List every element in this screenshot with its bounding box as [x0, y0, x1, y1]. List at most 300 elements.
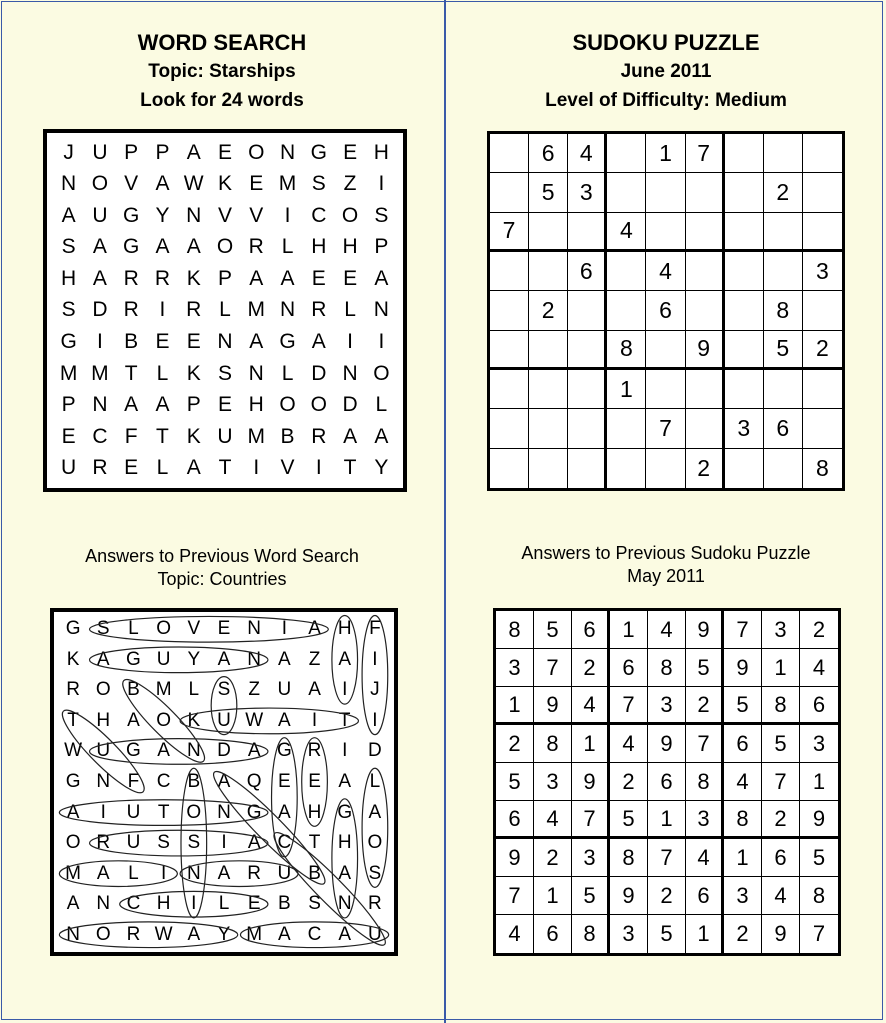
sudoku-answer-cell: 3: [496, 649, 534, 687]
word-search-answer-letter: U: [277, 862, 292, 884]
word-search-letter: R: [92, 456, 108, 480]
word-search-letter: M: [247, 298, 266, 322]
word-search-letter: S: [61, 298, 76, 322]
sudoku-answer-cell: 6: [610, 649, 648, 687]
word-search-answer-letter: A: [96, 648, 110, 670]
word-search-answer-letter: A: [217, 648, 231, 670]
sudoku-cell: [607, 291, 646, 330]
word-search-answer-letter: O: [367, 832, 383, 854]
sudoku-answer-cell: 6: [572, 611, 610, 649]
word-search-answer-letter: T: [157, 801, 170, 823]
word-search-answer-letter: A: [368, 801, 382, 823]
sudoku-answer-cell: 9: [648, 725, 686, 763]
sudoku-answer-cell: 3: [762, 611, 800, 649]
word-search-letter: U: [217, 424, 233, 448]
word-search-answer-letter: U: [126, 832, 141, 854]
sudoku-cell: [490, 370, 529, 409]
sudoku-answer-cell: 9: [762, 915, 800, 953]
word-search-letter: N: [186, 203, 202, 227]
word-search-letter: A: [92, 235, 107, 259]
word-search-answers-title: Answers to Previous Word Search: [85, 546, 359, 566]
word-search-letter: P: [217, 266, 232, 290]
sudoku-cell: 3: [803, 252, 842, 291]
sudoku-answer-cell: 1: [762, 649, 800, 687]
word-search-letter: A: [311, 330, 326, 354]
sudoku-cell: [803, 291, 842, 330]
word-search-answers-header: [0, 545, 444, 591]
sudoku-cell: [725, 449, 764, 488]
word-search-letter: B: [280, 424, 295, 448]
word-search-letter: H: [61, 266, 77, 290]
word-search-answer-letter: H: [337, 832, 352, 854]
sudoku-cell: [686, 291, 725, 330]
sudoku-cell: 7: [686, 134, 725, 173]
sudoku-cell: [529, 409, 568, 448]
word-search-answer-letter: R: [126, 923, 141, 945]
sudoku-cell: 4: [568, 134, 607, 173]
word-search-letter: O: [341, 203, 359, 227]
sudoku-answer-cell: 4: [800, 649, 838, 687]
sudoku-cell: [764, 449, 803, 488]
word-search-letter: G: [123, 235, 140, 259]
sudoku-answer-cell: 9: [496, 839, 534, 877]
word-search-letter: D: [92, 298, 108, 322]
word-search-answer-letter: Z: [248, 679, 260, 701]
word-search-letter: I: [159, 298, 166, 322]
word-search-answer-letter: I: [191, 893, 197, 915]
word-search-letter: O: [248, 140, 265, 164]
word-search-answer-letter: O: [186, 801, 202, 823]
sudoku-answer-cell: 3: [572, 839, 610, 877]
word-search-answer-letter: Y: [187, 648, 201, 670]
word-search-letter: O: [373, 361, 390, 385]
word-search-answer-letter: T: [67, 709, 79, 731]
word-search-answer-letter: R: [307, 740, 322, 762]
word-search-letter: L: [344, 298, 356, 322]
word-search-letter: N: [217, 330, 233, 354]
sudoku-answer-cell: 7: [496, 877, 534, 915]
word-search-letter: A: [92, 266, 107, 290]
sudoku-cell: [529, 370, 568, 409]
sudoku-answer-cell: 7: [724, 611, 762, 649]
word-search-answer-letter: O: [156, 709, 172, 731]
word-search-answer-letter: A: [66, 893, 80, 915]
sudoku-answer-cell: 7: [534, 649, 572, 687]
word-search-answer-letter: I: [372, 648, 378, 670]
sudoku-answer-cell: 5: [496, 763, 534, 801]
word-search-answer-letter: N: [66, 923, 80, 945]
sudoku-grid: [487, 131, 845, 491]
sudoku-answer-cell: 7: [812, 921, 826, 946]
word-search-letter: R: [123, 266, 139, 290]
sudoku-answer-cell: 1: [724, 839, 762, 877]
sudoku-cell: 8: [764, 291, 803, 330]
word-search-answer-letter: N: [247, 618, 262, 640]
word-search-answer-letter: R: [368, 893, 382, 915]
word-search-letter: S: [311, 172, 326, 196]
word-search-title: WORD SEARCH: [137, 30, 307, 55]
sudoku-answer-cell: 2: [686, 687, 724, 725]
word-search-answer-letter: B: [187, 770, 201, 792]
word-search-answer-letter: N: [96, 770, 111, 792]
word-search-letter: G: [310, 140, 327, 164]
sudoku-answer-cell: 5: [534, 611, 572, 649]
word-search-answer-letter: U: [368, 923, 382, 945]
sudoku-answer-cell: 4: [762, 877, 800, 915]
word-search-letter: O: [279, 393, 296, 417]
sudoku-answer-cell: 3: [724, 877, 762, 915]
word-search-answer-letter: I: [342, 679, 348, 701]
sudoku-answer-cell: 7: [648, 839, 686, 877]
word-search-letter: O: [216, 235, 234, 259]
word-search-letter: O: [91, 172, 109, 196]
sudoku-cell: [529, 449, 568, 488]
word-search-letter: L: [281, 361, 294, 385]
word-search-answer-letter: H: [156, 893, 171, 915]
word-search-answer-letter: H: [337, 618, 352, 640]
sudoku-cell: [803, 134, 842, 173]
sudoku-cell: [725, 173, 764, 212]
word-search-answer-letter: U: [156, 648, 171, 670]
word-search-letter: C: [92, 424, 108, 448]
word-search-answer-letter: A: [338, 923, 352, 945]
sudoku-cell: [568, 331, 607, 370]
sudoku-answer-cell: 5: [610, 801, 648, 839]
word-search-answer-letter: G: [65, 618, 81, 640]
sudoku-cell: 6: [646, 291, 685, 330]
word-search-answer-letter: A: [247, 832, 261, 854]
word-search-answer-letter: H: [307, 801, 322, 823]
word-search-letter: R: [154, 266, 171, 290]
word-search-answer-letter: G: [246, 801, 262, 823]
word-search-answer-letter: M: [65, 862, 81, 884]
word-search-answer-letter: I: [281, 618, 287, 640]
word-search-answer-letter: N: [247, 648, 262, 670]
sudoku-cell: 7: [646, 409, 685, 448]
word-search-answer-letter: I: [160, 862, 167, 884]
sudoku-cell: [490, 252, 529, 291]
sudoku-answer-cell: 1: [800, 763, 838, 801]
word-search-letter: G: [60, 330, 77, 354]
word-search-letter: A: [374, 266, 389, 290]
word-search-answer-letter: S: [96, 618, 110, 640]
word-search-answer-letter: C: [126, 893, 141, 915]
word-search-letter: S: [61, 235, 76, 259]
sudoku-title: SUDOKU PUZZLE: [572, 30, 760, 55]
sudoku-answer-cell: 4: [724, 763, 762, 801]
word-search-letter: P: [186, 393, 201, 417]
sudoku-cell: 8: [816, 454, 829, 481]
word-search-answer-letter: I: [342, 740, 348, 762]
sudoku-answer-cell: 8: [610, 839, 648, 877]
sudoku-cell: 6: [764, 409, 803, 448]
word-search-answer-letter: O: [95, 679, 111, 701]
word-search-letter: G: [123, 203, 140, 227]
word-search-letter: L: [281, 235, 294, 259]
sudoku-cell: 9: [686, 331, 725, 370]
word-search-letter: T: [124, 361, 138, 385]
word-search-answer-letter: L: [369, 770, 381, 792]
word-search-letter: K: [217, 172, 232, 196]
column-divider: [444, 0, 446, 1023]
word-search-answer-letter: A: [338, 862, 352, 884]
word-search-answer-letter: Y: [217, 923, 231, 945]
sudoku-answer-cell: 1: [496, 687, 534, 725]
sudoku-cell: 2: [764, 173, 803, 212]
word-search-answer-letter: B: [127, 679, 140, 701]
word-search-answer-letter: U: [96, 740, 111, 762]
word-search-letter: R: [186, 298, 202, 322]
word-search-letter: Y: [374, 456, 389, 480]
word-search-answer-letter: A: [308, 679, 321, 701]
sudoku-answer-cell: 8: [648, 649, 686, 687]
sudoku-answers-date: May 2011: [627, 566, 705, 586]
sudoku-cell: [646, 370, 685, 409]
sudoku-answer-cell: 1: [610, 611, 648, 649]
word-search-answer-letter: C: [307, 923, 322, 945]
word-search-letter: Z: [343, 172, 357, 196]
sudoku-answer-cell: 7: [610, 687, 648, 725]
word-search-letter: U: [92, 140, 108, 164]
word-search-letter: P: [124, 140, 139, 164]
word-search-answer-letter: R: [96, 832, 111, 854]
word-search-answer-letter: U: [217, 709, 231, 731]
sudoku-answer-cell: 7: [572, 801, 610, 839]
sudoku-cell: [607, 173, 646, 212]
word-search-answer-letter: S: [187, 832, 201, 854]
sudoku-answer-cell: 3: [534, 763, 572, 801]
sudoku-cell: [803, 173, 842, 212]
word-search-letter: T: [218, 456, 232, 480]
sudoku-answers-header: [446, 542, 886, 588]
sudoku-cell: [607, 409, 646, 448]
sudoku-cell: [803, 409, 842, 448]
sudoku-answer-cell: 8: [572, 915, 610, 953]
sudoku-cell: [686, 252, 725, 291]
sudoku-answer-cell: 6: [762, 839, 800, 877]
word-search-letter: N: [279, 140, 296, 164]
word-search-answer-letter: A: [66, 801, 80, 823]
word-search-letter: A: [155, 393, 170, 417]
sudoku-cell: [764, 213, 803, 252]
word-search-answer-letter: F: [369, 618, 381, 640]
word-search-answer-letter: M: [155, 679, 172, 701]
word-search-answer-letter: N: [217, 801, 231, 823]
word-search-letter: E: [217, 140, 232, 164]
sudoku-answer-cell: 1: [648, 801, 686, 839]
sudoku-cell: 1: [607, 370, 646, 409]
sudoku-cell: 2: [529, 291, 568, 330]
word-search-letter: N: [342, 361, 358, 385]
word-search-answer-letter: I: [100, 801, 106, 823]
word-search-letter: M: [247, 424, 266, 448]
sudoku-answer-cell: 8: [686, 763, 724, 801]
word-search-letter: N: [92, 393, 108, 417]
word-search-answer-letter: A: [187, 923, 201, 945]
word-search-letter: A: [374, 424, 389, 448]
word-search-letter: A: [186, 140, 201, 164]
word-search-answer-letter: V: [187, 618, 201, 640]
word-search-letter: V: [249, 203, 264, 227]
sudoku-date: June 2011: [620, 61, 712, 82]
sudoku-answer-cell: 5: [686, 649, 724, 687]
word-search-letter: R: [248, 235, 264, 259]
sudoku-answer-cell: 4: [572, 687, 610, 725]
sudoku-cell: 5: [764, 331, 803, 370]
sudoku-answer-cell: 9: [800, 801, 838, 839]
sudoku-cell: [607, 252, 646, 291]
sudoku-answer-cell: 6: [686, 877, 724, 915]
word-search-letter: I: [378, 330, 385, 354]
word-search-letter: K: [186, 424, 201, 448]
sudoku-answer-cell: 2: [496, 725, 534, 763]
sudoku-answer-cell: 5: [800, 839, 838, 877]
sudoku-cell: [686, 213, 725, 252]
sudoku-answer-cell: 2: [724, 915, 762, 953]
word-search-letter: I: [347, 330, 353, 354]
sudoku-cell: [568, 213, 607, 252]
word-search-answer-letter: M: [246, 923, 263, 945]
word-search-letter: E: [343, 140, 358, 164]
sudoku-answer-cell: 3: [800, 725, 838, 763]
word-search-letter: S: [217, 361, 232, 385]
word-search-answer-letter: A: [217, 862, 231, 884]
word-search-letter: I: [96, 330, 103, 354]
sudoku-answer-cell: 2: [800, 611, 838, 649]
word-search-answer-letter: W: [154, 923, 173, 945]
word-search-answer-letter: A: [247, 740, 261, 762]
sudoku-cell: [646, 173, 685, 212]
word-search-answer-letter: A: [278, 709, 291, 731]
sudoku-cell: 6: [529, 134, 568, 173]
word-search-letter: J: [63, 140, 74, 164]
word-search-letter: U: [92, 203, 108, 227]
sudoku-cell: [764, 134, 803, 173]
word-search-answer-letter: A: [127, 709, 140, 731]
word-search-letter: A: [186, 456, 201, 480]
word-search-letter: K: [186, 361, 201, 385]
sudoku-answer-cell: 9: [610, 877, 648, 915]
word-search-letter: D: [342, 393, 358, 417]
word-search-answer-letter: O: [156, 618, 172, 640]
word-search-letter: E: [249, 172, 264, 196]
sudoku-cell: [646, 331, 685, 370]
sudoku-cell: 8: [607, 331, 646, 370]
word-search-answer-letter: T: [338, 709, 351, 731]
word-search-letter: M: [278, 172, 297, 196]
sudoku-cell: [490, 409, 529, 448]
sudoku-cell: [529, 331, 568, 370]
word-search-answer-letter: B: [308, 862, 321, 884]
sudoku-answer-cell: 2: [534, 839, 572, 877]
word-search-letter: T: [156, 424, 169, 448]
sudoku-answer-cell: 7: [762, 763, 800, 801]
word-search-letter: I: [253, 456, 260, 480]
sudoku-cell: 6: [568, 252, 607, 291]
sudoku-answer-cell: 4: [648, 611, 686, 649]
sudoku-cell: [803, 370, 842, 409]
word-search-letter: A: [249, 330, 264, 354]
word-search-letter: L: [156, 361, 169, 385]
sudoku-answer-cell: 2: [610, 763, 648, 801]
word-search-answer-letter: R: [66, 679, 80, 701]
word-search-letter: W: [183, 172, 204, 196]
word-search-answer-letter: Z: [308, 648, 321, 670]
word-search-letter: E: [343, 266, 358, 290]
word-search-answer-letter: N: [186, 740, 201, 762]
word-search-answer-letter: S: [217, 679, 231, 701]
word-search-letter: M: [91, 361, 109, 385]
word-search-answer-letter: J: [370, 679, 380, 701]
sudoku-cell: [725, 291, 764, 330]
word-search-letter: E: [311, 266, 326, 290]
word-search-letter: A: [155, 172, 170, 196]
word-search-letter: E: [217, 393, 232, 417]
word-search-answer-letter: L: [218, 893, 230, 915]
word-search-answer-letter: K: [187, 709, 201, 731]
word-search-letter: N: [373, 298, 389, 322]
word-search-answer-letter: H: [96, 709, 111, 731]
sudoku-cell: [725, 331, 764, 370]
word-search-answer-letter: G: [65, 770, 81, 792]
sudoku-cell: [803, 213, 842, 252]
word-search-answer-letter: A: [278, 923, 291, 945]
word-search-letter: Y: [155, 203, 170, 227]
sudoku-answer-cell: 9: [686, 611, 724, 649]
word-search-answer-letter: W: [245, 709, 264, 731]
word-search-letter: A: [155, 235, 170, 259]
word-search-letter: R: [123, 298, 139, 322]
sudoku-cell: [725, 252, 764, 291]
word-search-answer-letter: S: [308, 893, 321, 915]
word-search-letter: N: [61, 172, 77, 196]
word-search-letter: E: [61, 424, 76, 448]
sudoku-answer-cell: 4: [610, 725, 648, 763]
word-search-answer-letter: O: [95, 923, 111, 945]
sudoku-answer-cell: 8: [800, 877, 838, 915]
word-search-answer-letter: E: [217, 618, 231, 640]
word-search-grid: [43, 129, 407, 492]
word-search-letter: P: [155, 140, 170, 164]
word-search-answer-letter: A: [96, 862, 110, 884]
sudoku-cell: [490, 134, 529, 173]
sudoku-answer-cell: 1: [534, 877, 572, 915]
sudoku-answer-cell: 6: [534, 915, 572, 953]
word-search-answer-letter: T: [308, 832, 321, 854]
word-search-topic: Topic: Starships: [148, 61, 296, 82]
sudoku-cell: 2: [686, 449, 725, 488]
sudoku-cell: [686, 409, 725, 448]
word-search-letter: H: [373, 140, 389, 164]
sudoku-cell: [490, 331, 529, 370]
word-search-answer-letter: I: [372, 709, 378, 731]
sudoku-answer-cell: 2: [648, 877, 686, 915]
word-search-letter: E: [124, 456, 139, 480]
word-search-answers-topic: Topic: Countries: [157, 569, 287, 589]
word-search-letter: L: [375, 393, 388, 417]
sudoku-cell: [646, 449, 685, 488]
sudoku-answer-cell: 8: [762, 687, 800, 725]
sudoku-answer-cell: 8: [496, 611, 534, 649]
word-search-letter: D: [311, 361, 327, 385]
word-search-answer-letter: I: [311, 709, 318, 731]
word-search-letter: U: [61, 456, 77, 480]
word-search-answer-letter: L: [188, 679, 200, 701]
word-search-letter: A: [124, 393, 139, 417]
sudoku-cell: 3: [725, 409, 764, 448]
sudoku-answer-cell: 2: [762, 801, 800, 839]
word-search-answer-letter: G: [126, 740, 141, 762]
